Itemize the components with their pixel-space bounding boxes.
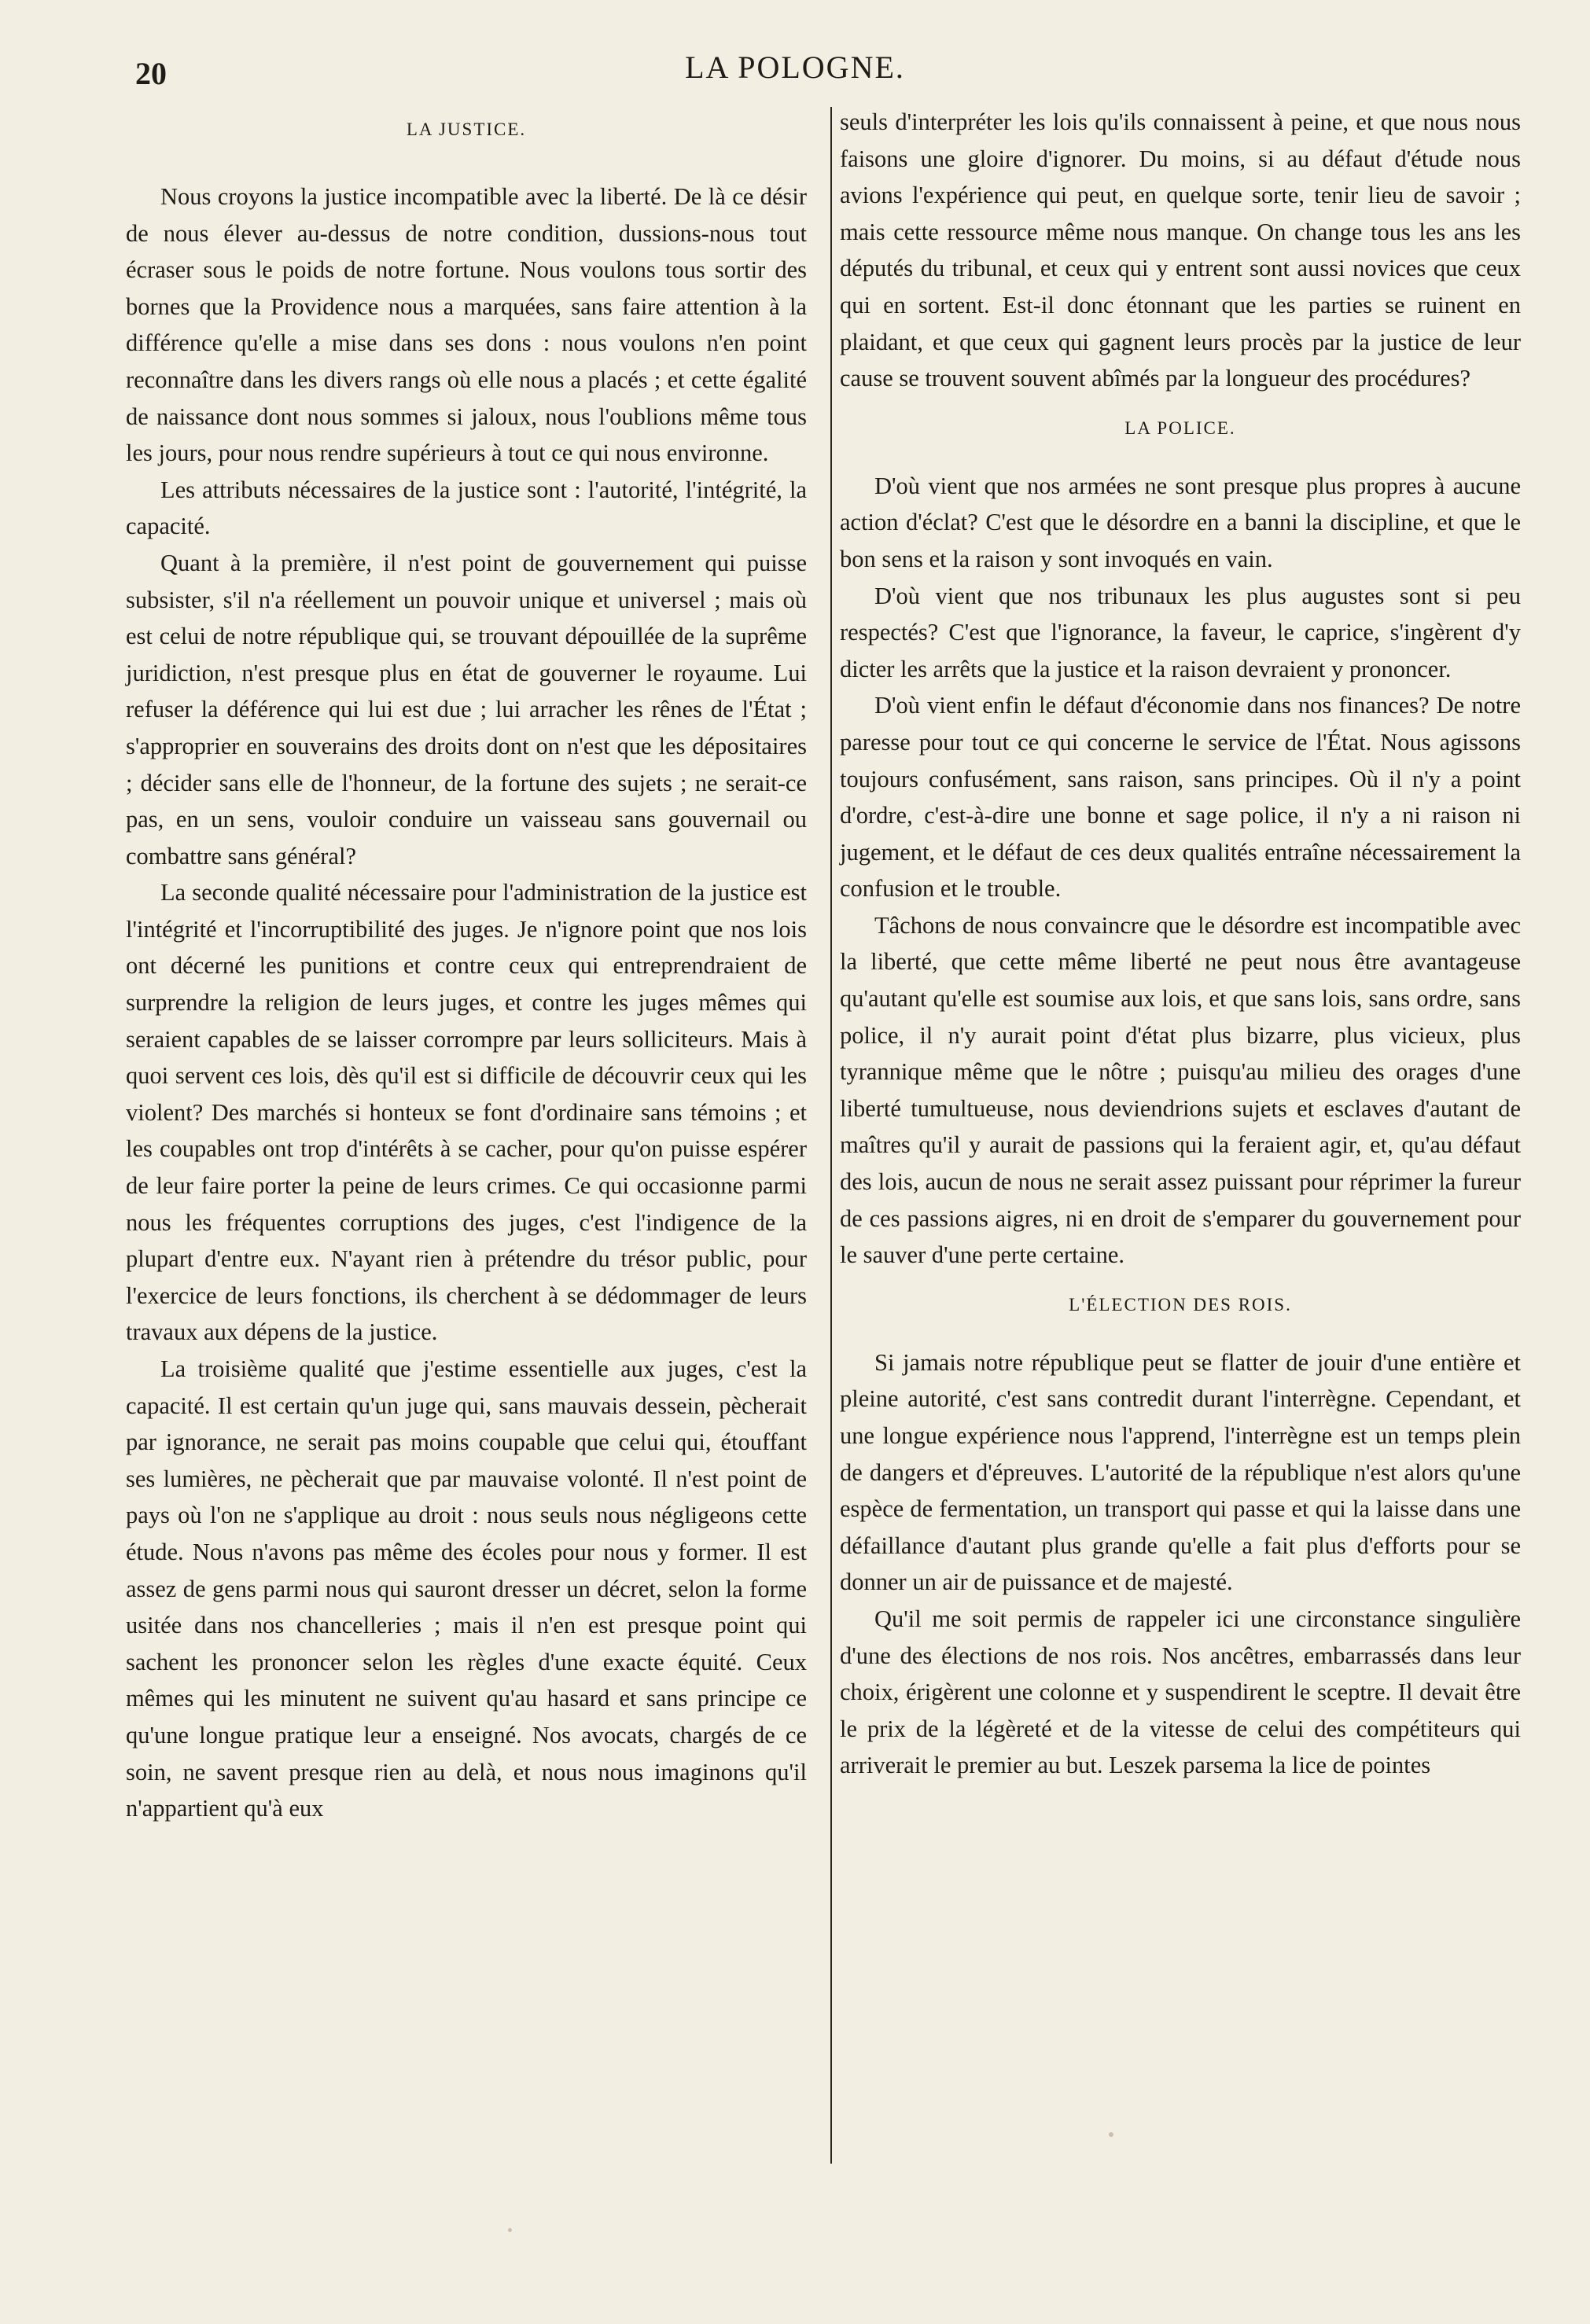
section-title-police: LA POLICE. — [1124, 417, 1236, 438]
column-divider — [830, 107, 832, 2164]
paragraph: Quant à la première, il n'est point de gouvernement qui puisse subsister, s'il n'a réellement un pouvoir unique et universel ; mais où est celui de notre république qui, se trouvant dépouillée de la suprême juridiction, n'est presque plus en état de gouverner le royaume. Lui refuser la déférence qui lui est due ; lui arracher les rênes de l'État ; s'approprier en souverains des droits dont on n'est que les dépositaires ; décider sans elle de l'honneur, de la fortune des sujets ; ne serait-ce pas, en un sens, vouloir conduire un vaisseau sans gouvernail ou combattre sans général? — [126, 549, 807, 870]
paper-speck — [1109, 2132, 1113, 2137]
paragraph: La troisième qualité que j'estime essentielle aux juges, c'est la capacité. Il est certain qu'un juge qui, sans mauvais dessein, pècherait par ignorance, ne serait pas moins coupable que celui qui, étouffant ses lumières, ne pècherait que par mauvaise volonté. Il n'est point de pays où l'on ne s'applique au droit : nous seuls nous négligeons cette étude. Nous n'avons pas même des écoles pour nous y former. Il est assez de gens parmi nous qui sauront dresser un décret, selon la forme usitée dans nos chancelleries ; mais il n'en est presque point qui sachent les prononcer selon les règles d'une exacte équité. Ceux mêmes qui les minutent ne suivent qu'au hasard et sans principe ce qu'une longue pratique leur a enseigné. Nos avocats, chargés de ce soin, ne savent presque rien au delà, et nous nous imaginons qu'il n'appartient qu'à eux — [126, 1355, 807, 1822]
section-title-justice: LA JUSTICE. — [406, 120, 527, 139]
left-column — [126, 98, 807, 1827]
paragraph: Qu'il me soit permis de rappeler ici une circonstance singulière d'une des élections de nos rois. Nos ancêtres, embarrassés dans leur choix, érigèrent une colonne et y suspendirent le sceptre. Il devait être le prix de la légèreté et de la vitesse de celui des compétiteurs qui arriverait le premier au but. Leszek parsema la lice de pointes — [840, 1605, 1521, 1779]
section-title-election: L'ÉLECTION DES ROIS. — [1069, 1294, 1292, 1315]
paragraph: Si jamais notre république peut se flatter de jouir d'une entière et pleine autorité, c'est sans contredit durant l'interrègne. Cependant, et une longue expérience nous l'apprend, l'interrègne est un temps plein de dangers et d'épreuves. L'autorité de la république n'est alors qu'une espèce de fermentation, un transport qui passe et qui la laisse dans une défaillance d'autant plus grande qu'elle a fait plus d'efforts pour se donner un air de puissance et de majesté. — [840, 1348, 1521, 1596]
paragraph: Tâchons de nous convaincre que le désordre est incompatible avec la liberté, que cette même liberté ne peut nous être avantageuse qu'autant qu'elle est soumise aux lois, et que sans lois, sans ordre, sans police, il n'y aurait point d'état plus bizarre, plus vicieux, plus tyrannique même que le nôtre ; puisqu'au milieu des orages d'une liberté tumultueuse, nous deviendrions sujets et esclaves d'autant de maîtres qu'il y aurait de passions qui la feraient agir, et, qu'au défaut des lois, aucun de nous ne serait assez puissant pour réprimer la fureur de ces passions aigres, ni en droit de s'emparer du gouvernement pour le sauver d'une perte certaine. — [840, 911, 1521, 1269]
paragraph-continuation: seuls d'interpréter les lois qu'ils connaissent à peine, et que nous nous faisons une gloire d'ignorer. Du moins, si au défaut d'étude nous avions l'expérience qui peut, en quelque sorte, tenir lieu de savoir ; mais cette ressource même nous manque. On change tous les ans les députés du tribunal, et ceux qui y entrent sont aussi novices que ceux qui en sortent. Est-il donc étonnant que les parties se ruinent en plaidant, et que ceux qui gagnent leurs procès par la justice de leur cause se trouvent souvent abîmés par la longueur des procédures? — [840, 108, 1521, 392]
page-number: 20 — [135, 56, 167, 91]
right-column — [840, 104, 1521, 1784]
paragraph: La seconde qualité nécessaire pour l'administration de la justice est l'intégrité et l'incorruptibilité des juges. Je n'ignore point que nos lois ont décerné les punitions et contre ceux qui entreprendraient de surprendre la religion de leurs juges, et contre les juges mêmes qui seraient capables de se laisser corrompre par leurs solliciteurs. Mais à quoi servent ces lois, dès qu'il est si difficile de découvrir ceux qui les violent? Des marchés si honteux se font d'ordinaire sans témoins ; et les coupables ont trop d'intérêts à se cacher, pour qu'on puisse espérer de leur faire porter la peine de leurs crimes. Ce qui occasionne parmi nous les fréquentes corruptions des juges, c'est l'indigence de la plupart d'entre eux. N'ayant rien à prétendre du trésor public, pour l'exercice de leurs fonctions, ils cherchent à se dédommager de leurs travaux aux dépens de la justice. — [126, 879, 807, 1346]
paragraph: D'où vient que nos tribunaux les plus augustes sont si peu respectés? C'est que l'ignorance, la faveur, le caprice, s'ingèrent d'y dicter les arrêts que la justice et la raison devraient y prononcer. — [840, 582, 1521, 682]
paragraph: Les attributs nécessaires de la justice sont : l'autorité, l'intégrité, la capacité. — [126, 476, 807, 540]
running-title: LA POLOGNE. — [685, 50, 905, 85]
paragraph: D'où vient enfin le défaut d'économie dans nos finances? De notre paresse pour tout ce qui concerne le service de l'État. Nous agissons toujours confusément, sans raison, sans principes. Où il n'y a point d'ordre, c'est-à-dire une bonne et sage police, il n'y a ni raison ni jugement, et le défaut de ces deux qualités entraîne nécessairement la confusion et le trouble. — [840, 692, 1521, 903]
paragraph: D'où vient que nos armées ne sont presque plus propres à aucune action d'éclat? C'est que le désordre en a banni la discipline, et que le bon sens et la raison y sont invoqués en vain. — [840, 472, 1521, 572]
paragraph: Nous croyons la justice incompatible avec la liberté. De là ce désir de nous élever au-dessus de notre condition, dussions-nous tout écraser sous le poids de notre fortune. Nous voulons tous sortir des bornes que la Providence nous a marquées, sans faire attention à la différence qu'elle a mise dans ses dons : nous voulons n'en point reconnaître dans les divers rangs où elle nous a placés ; et cette égalité de naissance dont nous sommes si jaloux, nous l'oublions même tous les jours, pour nous rendre supérieurs à tout ce qui nous environne. — [126, 183, 807, 467]
paper-speck — [508, 2228, 512, 2232]
